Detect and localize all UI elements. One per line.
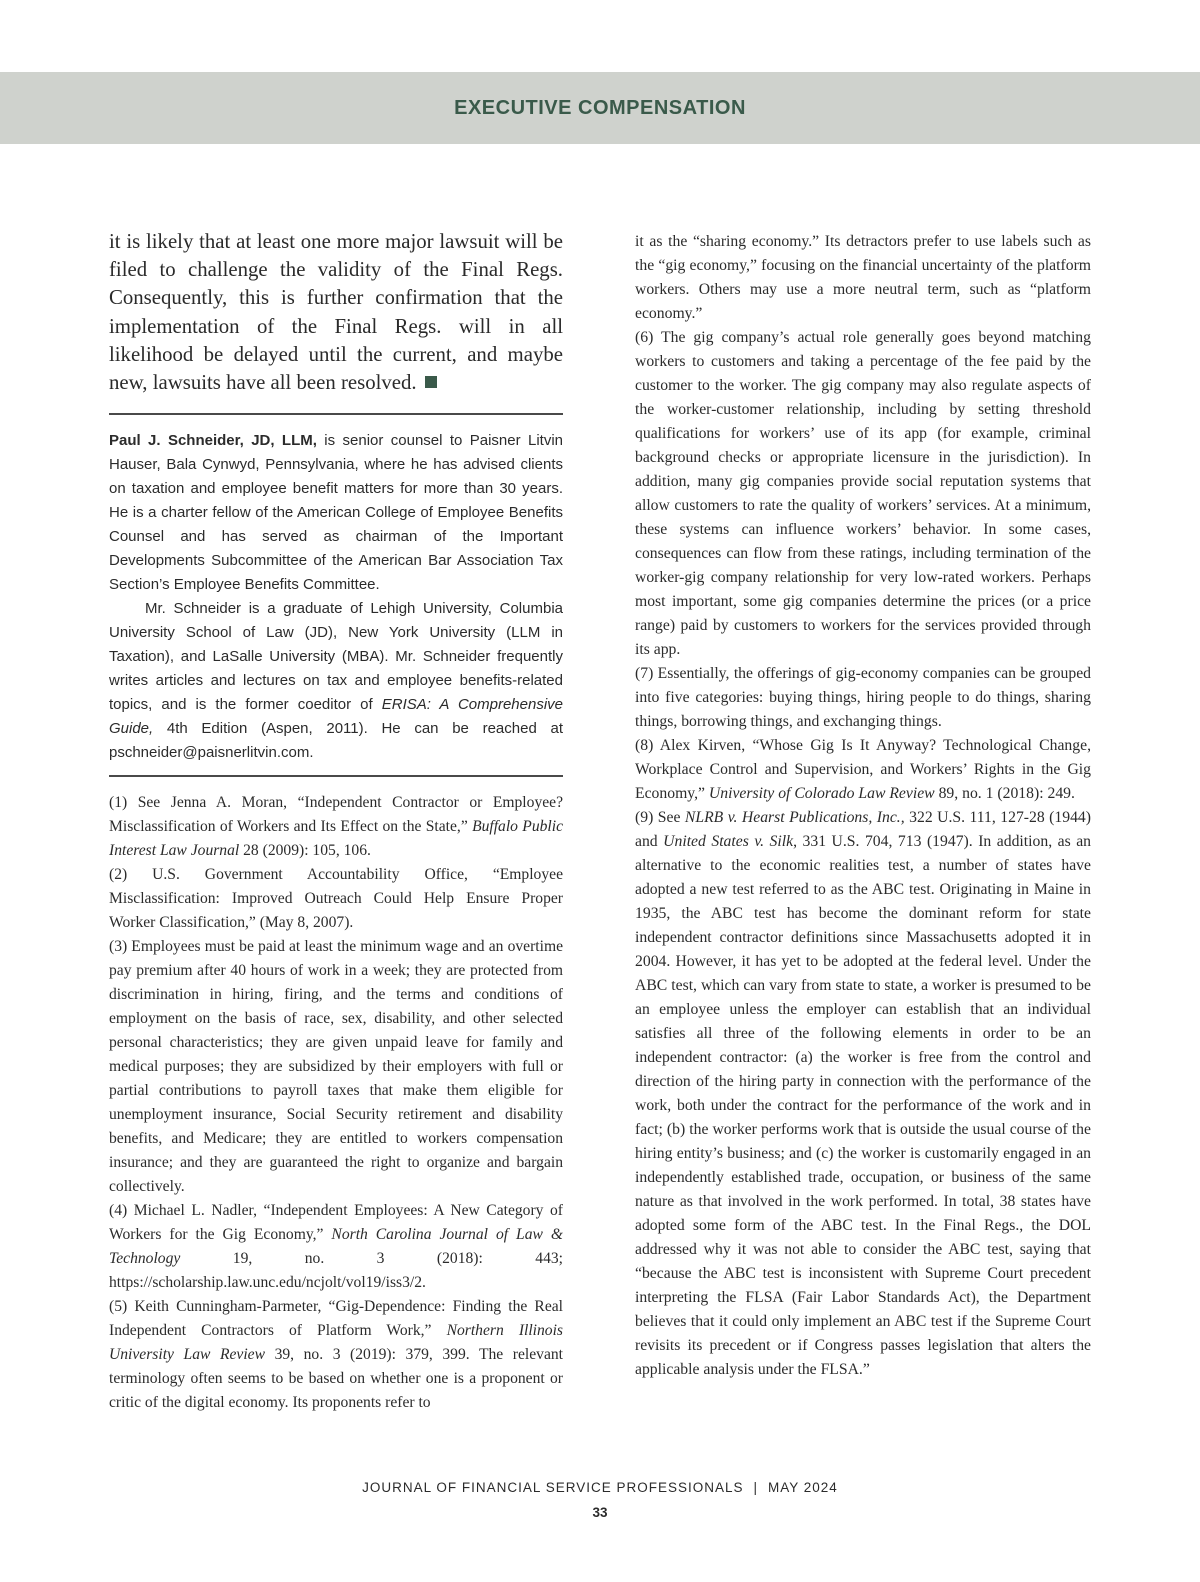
endnote-text: (1) See Jenna A. Moran, “Independent Contractor or Employee? Misclassification of Workers and Its Effect on the State,” <box>109 794 563 836</box>
endnote-text: 89, no. 1 (2018): 249. <box>934 785 1075 802</box>
endnote-text: (3) Employees must be paid at least the minimum wage and an overtime pay premium after 40 hours of work in a week; they are protected from discrimination in hiring, firing, and the terms and conditions of employment on the basis of race, sex, disability, and other selected personal characteristics; they are given unpaid leave for family and medical purposes; they are subsidized by their employers with full or partial contributions to payroll taxes that make them eligible for unemployment insurance, Social Security retirement and disability benefits, and Medicare; they are entitled to workers compensation insurance; and they are guaranteed the right to organize and bargain collectively. <box>109 938 563 1196</box>
endnote-citation-title: Buffalo Public Interest Law Journal <box>109 818 563 860</box>
end-of-article-mark <box>425 376 437 388</box>
endnote-citation-title: Northern Illinois University Law Review <box>109 1322 564 1364</box>
bio-paragraph-2 <box>109 597 563 765</box>
endnote-text: (2) U.S. Government Accountability Office, “Employee Misclassification: Improved Outreach Could Help Ensure Proper Worker Classification,” (May 8, 2007). <box>109 866 563 932</box>
section-title: EXECUTIVE COMPENSATION <box>454 97 746 119</box>
endnote <box>635 326 1091 662</box>
bio-text-2a: Mr. Schneider is a graduate of Lehigh University, Columbia University School of Law (JD), New York University (LLM in Taxation), and LaSalle University (MBA). Mr. Schneider frequently writes articles and lectures on tax and employee benefits-related topics, and is the former coeditor of <box>109 600 563 714</box>
endnote <box>109 863 563 935</box>
endnote <box>109 1295 563 1415</box>
endnote-text: 19, no. 3 (2018): 443; https://scholarship.law.unc.edu/ncjolt/vol19/iss3/2. <box>109 1250 563 1292</box>
endnote-text: (9) See <box>635 809 685 826</box>
endnote-text: 28 (2009): 105, 106. <box>239 842 371 860</box>
article-closing-paragraph <box>109 228 563 397</box>
endnote-text: (7) Essentially, the offerings of gig-economy companies can be grouped into five categories: buying things, hiring people to do things, sharing things, borrowing things, and exchanging things. <box>635 665 1091 730</box>
endnote <box>109 1199 563 1295</box>
endnote-text: (6) The gig company’s actual role generally goes beyond matching workers to customers and taking a percentage of the fee paid by the customer to the worker. The gig company may also regulate aspects of the worker-customer relationship, including by setting threshold qualifications for workers’ use of its app (for example, criminal background checks or appropriate licensure in the jurisdiction). In addition, many gig companies provide social reputation systems that allow customers to rate the quality of workers’ services. At a minimum, these systems can influence workers’ behavior. In some cases, consequences can flow from these ratings, including termination of the worker-gig company relationship for very low-rated workers. Perhaps most important, some gig companies determine the prices (or a price range) paid by customers to workers for the services provided through its app. <box>635 329 1091 658</box>
endnote <box>109 935 563 1199</box>
right-column <box>635 230 1091 1382</box>
endnote-text: (8) Alex Kirven, “Whose Gig Is It Anyway? Technological Change, Workplace Control and Supervision, and Workers’ Rights in the Gig Economy,” <box>635 737 1091 802</box>
endnote-text: , 331 U.S. 704, 713 (1947). In addition, as an alternative to the economic realities test, a number of states have adopted a new test referred to as the ABC test. Originating in Maine in 1935, the ABC test has become the dominant reform for state independent contractor definitions since Massachusetts adopted it in 2004. However, it has yet to be adopted at the federal level. Under the ABC test, which can vary from state to state, a worker is presumed to be an employee unless the employer can establish that an individual satisfies all three of the following elements in order to be an independent contractor: (a) the worker is free from the control and direction of the hiring party in connection with the performance of the work, both under the contract for the performance of the work and in fact; (b) the worker performs work that is outside the usual course of the hiring entity’s business; and (c) the worker is customarily engaged in an independently established trade, occupation, or business of the same nature as that involved in the work performed. In total, 38 states have adopted some form of the ABC test. In the Final Regs., the DOL addressed why it was not able to consider the ABC test, saying that “because the ABC test is inconsistent with Supreme Court precedent interpreting the FLSA (Fair Labor Standards Act), the Department believes that it could only implement an ABC test if the Supreme Court revisits its precedent or if Congress passes legislation that alters the applicable analysis under the FLSA.” <box>635 833 1091 1378</box>
endnote-text: 39, no. 3 (2019): 379, 399. The relevant terminology often seems to be based on whether one is a proponent or critic of the digital economy. Its proponents refer to <box>109 1346 563 1412</box>
endnote <box>635 230 1091 326</box>
endnote <box>635 734 1091 806</box>
endnotes-left <box>109 791 563 1415</box>
footer-separator: | <box>753 1480 759 1495</box>
bio-text-1: is senior counsel to Paisner Litvin Hauser, Bala Cynwyd, Pennsylvania, where he has advised clients on taxation and employee benefit matters for more than 30 years. He is a charter fellow of the American College of Employee Benefits Counsel and has served as chairman of the Important Developments Subcommittee of the American Bar Association Tax Section’s Employee Benefits Committee. <box>109 432 563 594</box>
journal-name: JOURNAL OF FINANCIAL SERVICE PROFESSIONALS <box>362 1480 744 1495</box>
issue-date: MAY 2024 <box>768 1480 838 1495</box>
endnote-citation-title: University of Colorado Law Review <box>708 785 935 802</box>
endnote-text: it as the “sharing economy.” Its detractors prefer to use labels such as the “gig economy,” focusing on the financial uncertainty of the platform workers. Others may use a more neutral term, such as “platform economy.” <box>635 233 1091 322</box>
endnote-text: (4) Michael L. Nadler, “Independent Employees: A New Category of Workers for the Gig Economy,” <box>109 1202 563 1244</box>
book-title: ERISA: A Comprehensive Guide, <box>109 696 563 738</box>
endnote <box>635 662 1091 734</box>
endnote-text: 322 U.S. 111, 127-28 (1944) and <box>635 809 1091 850</box>
footer-journal-line <box>0 1480 1200 1495</box>
endnote <box>109 791 563 863</box>
endnote <box>635 806 1091 1382</box>
page-number: 33 <box>592 1505 608 1520</box>
endnote-citation-title: United States v. Silk <box>663 833 794 850</box>
bio-text-2b: 4th Edition (Aspen, 2011). He can be reached at pschneider@paisnerlitvin.com. <box>109 720 563 762</box>
endnote-text: (5) Keith Cunningham-Parmeter, “Gig-Dependence: Finding the Real Independent Contractors of Platform Work,” <box>109 1298 563 1340</box>
endnotes-right <box>635 230 1091 1382</box>
endnote-citation-title: North Carolina Journal of Law & Technology <box>109 1226 563 1268</box>
author-bio <box>109 429 563 765</box>
endnote-citation-title: NLRB v. Hearst Publications, Inc., <box>684 809 905 826</box>
divider-rule <box>109 775 563 777</box>
author-name: Paul J. Schneider, JD, LLM, <box>109 432 317 450</box>
left-column <box>109 228 563 1415</box>
divider-rule <box>109 413 563 415</box>
article-closing-text: it is likely that at least one more major lawsuit will be filed to challenge the validity of the Final Regs. Consequently, this is further confirmation that the implementation of the Final Regs. will in all likelihood be delayed until the current, and maybe new, lawsuits have all been resolved. <box>109 230 563 395</box>
bio-paragraph-1 <box>109 429 563 597</box>
